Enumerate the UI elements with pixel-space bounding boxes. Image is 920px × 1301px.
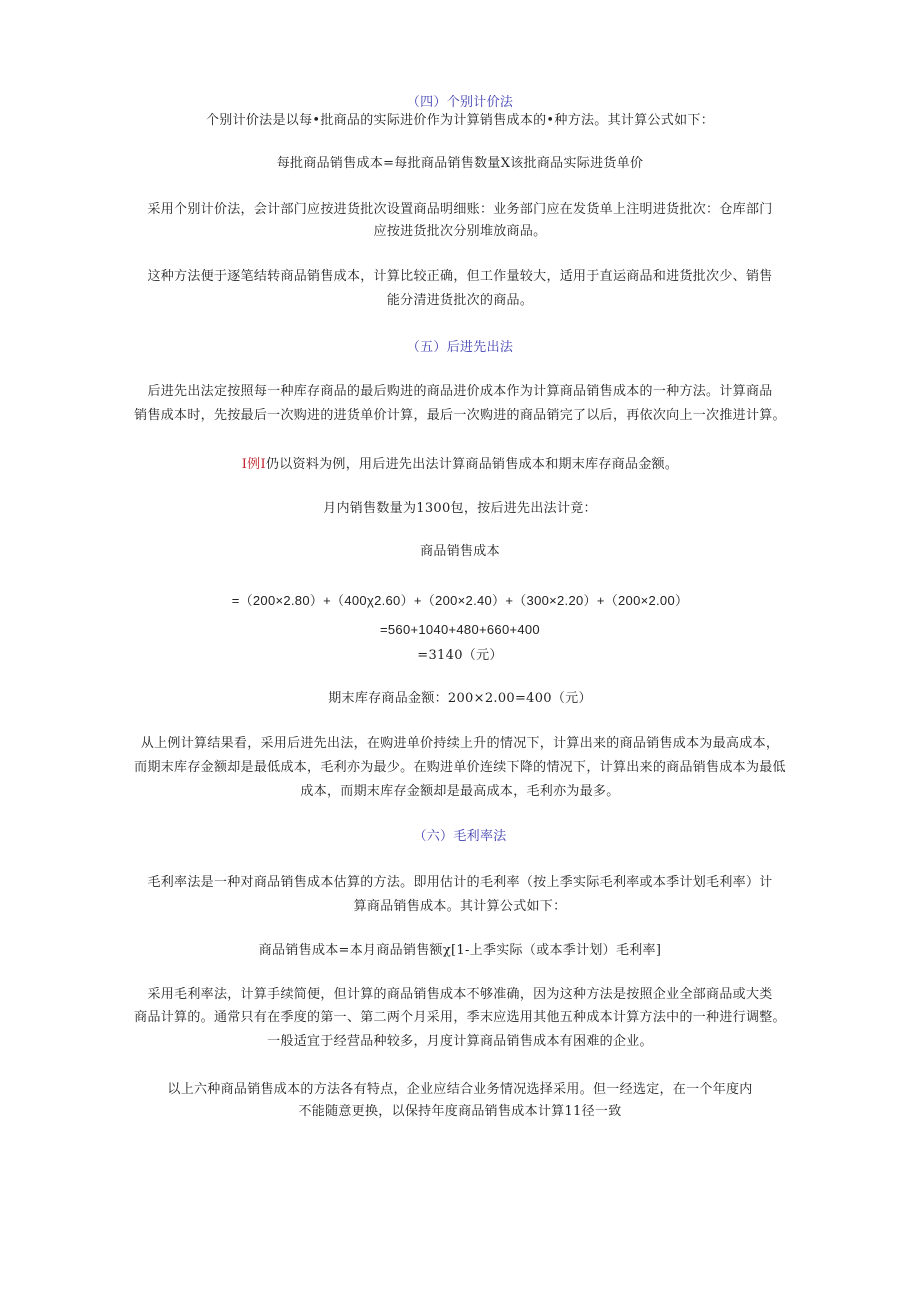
example-line	[0, 456, 920, 474]
section6-formula: 商品销售成本=本月商品销售额χ[1-上季实际（或本季计划）毛利率]	[258, 943, 662, 958]
section4-formula: 每批商品销售成本=每批商品销售数量X该批商品实际进货单价	[276, 156, 644, 171]
section-heading-gross-margin: （六）毛利率法	[413, 829, 507, 844]
section4-para2-line1: 这种方法便于逐笔结转商品销售成本，计算比较正确，但工作量较大，适用于直运商品和进货批次少、销售	[147, 269, 773, 284]
section4-intro: 个别计价法是以每•批商品的实际进价作为计算销售成本的•种方法。其计算公式如下：	[205, 113, 715, 128]
sales-quantity-line: 月内销售数量为1300包，按后进先出法计竟：	[323, 501, 597, 516]
calc-line-2: =560+1040+480+660+400	[380, 622, 540, 637]
ending-inventory-line: 期末库存商品金额：200×2.00=400（元）	[328, 691, 592, 706]
section6-para-line3: 一般适宜于经营品种较多，月度计算商品销售成本有困难的企业。	[267, 1034, 653, 1049]
section4-para2-line2: 能分清进货批次的商品。	[386, 293, 534, 308]
section6-para-line2: 商品计算的。通常只有在季度的第一、第二两个月采用，季末应选用其他五种成本计算方法中的一种进行调整。	[134, 1010, 786, 1025]
section-heading-individual-valuation: （四）个别计价法	[406, 95, 514, 110]
summary-line-1: 以上六种商品销售成本的方法各有特点，企业应结合业务情况选择采用。但一经选定，在一个年度内	[167, 1082, 753, 1097]
conclusion-line-1: 从上例计算结果看，采用后进先出法，在购进单价持续上升的情况下，计算出来的商品销售成本为最高成本，	[140, 736, 780, 751]
example-marker: I例I	[241, 457, 266, 472]
conclusion-line-2: 而期末库存金额却是最低成本，毛利亦为最少。在购进单价连续下降的情况下，计算出来的商品销售成本为最低	[134, 760, 786, 775]
section5-para1-line1: 后进先出法定按照每一种库存商品的最后购进的商品进价成本作为计算商品销售成本的一种方法。计算商品	[147, 384, 773, 399]
conclusion-line-3: 成本，而期末库存金额却是最高成本，毛利亦为最多。	[300, 784, 620, 799]
section6-para-line1: 采用毛利率法，计算手续简便，但计算的商品销售成本不够准确，因为这种方法是按照企业全部商品或大类	[147, 987, 773, 1002]
section4-para1-line1: 采用个别计价法，会计部门应按进货批次设置商品明细账：业务部门应在发货单上注明进货批次：仓库部门	[147, 202, 773, 217]
calc-line-3: =3140（元）	[417, 648, 503, 663]
section6-intro-line1: 毛利率法是一种对商品销售成本估算的方法。即用估计的毛利率（按上季实际毛利率或本季计划毛利率）计	[147, 875, 773, 890]
example-text: 仍以资料为例，用后进先出法计算商品销售成本和期末库存商品金额。	[265, 457, 679, 472]
calc-line-1: =（200×2.80）+（400χ2.60）+（200×2.40）+（300×2.20）+（200×2.00）	[231, 593, 689, 608]
cost-label: 商品销售成本	[420, 544, 500, 559]
section5-para1-line2: 销售成本时，先按最后一次购进的进货单价计算，最后一次购进的商品销完了以后，再依次向上一次推进计算。	[134, 408, 786, 423]
section-heading-lifo: （五）后进先出法	[406, 340, 514, 355]
section4-para1-line2: 应按进货批次分别堆放商品。	[373, 224, 547, 239]
section6-intro-line2: 算商品销售成本。其计算公式如下：	[353, 899, 567, 914]
summary-line-2: 不能随意更换，以保持年度商品销售成本计算11径一致	[298, 1104, 622, 1119]
